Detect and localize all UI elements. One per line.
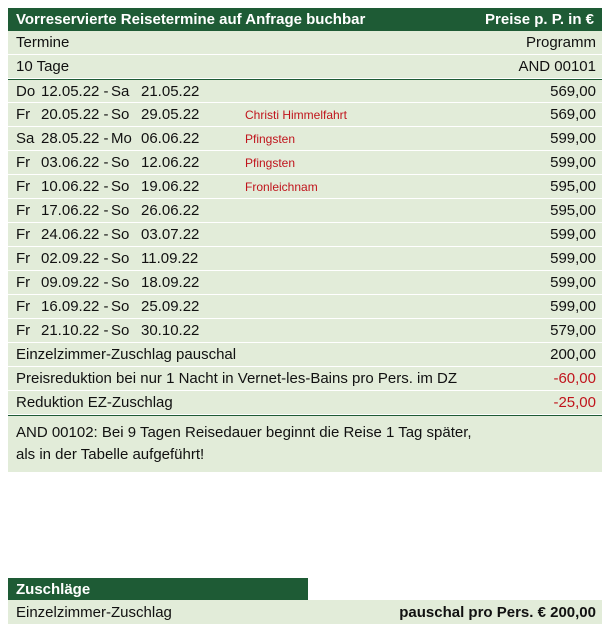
price-cell: 599,00 bbox=[550, 298, 596, 315]
end-date: 18.09.22 bbox=[141, 274, 200, 291]
table-row bbox=[8, 103, 602, 127]
start-date: 02.09.22 - bbox=[41, 250, 109, 267]
price-cell: 599,00 bbox=[550, 154, 596, 171]
end-day: So bbox=[111, 250, 130, 267]
end-day: Mo bbox=[111, 130, 132, 147]
table-row bbox=[8, 223, 602, 247]
end-date: 21.05.22 bbox=[141, 82, 200, 100]
start-date: 28.05.22 - bbox=[41, 130, 109, 147]
travel-dates-table bbox=[8, 8, 602, 472]
column-programm: Programm bbox=[525, 34, 596, 51]
end-day: Sa bbox=[111, 82, 130, 100]
start-day: Fr bbox=[16, 250, 31, 267]
extra-label: Reduktion EZ-Zuschlag bbox=[16, 394, 173, 411]
extra-row bbox=[8, 367, 602, 391]
end-day: So bbox=[111, 154, 130, 171]
program-code: AND 00101 bbox=[518, 58, 596, 75]
start-day: Do bbox=[16, 82, 36, 100]
start-day: Fr bbox=[16, 274, 31, 291]
note-line-1: AND 00102: Bei 9 Tagen Reisedauer beginnt die Reise 1 Tag später, bbox=[16, 424, 472, 441]
table-body bbox=[8, 31, 602, 472]
surcharge-label: Einzelzimmer-Zuschlag bbox=[16, 603, 172, 621]
table-header bbox=[8, 8, 602, 31]
start-date: 16.09.22 - bbox=[41, 298, 109, 315]
start-date: 10.06.22 - bbox=[41, 178, 109, 195]
price-cell: 595,00 bbox=[550, 202, 596, 219]
end-date: 19.06.22 bbox=[141, 178, 200, 195]
holiday-note: Pfingsten bbox=[245, 155, 296, 170]
end-date: 12.06.22 bbox=[141, 154, 200, 171]
holiday-note: Pfingsten bbox=[245, 131, 296, 146]
price-cell: 569,00 bbox=[550, 106, 596, 123]
price-note: Preise p. P. in € bbox=[485, 11, 594, 28]
price-cell: 599,00 bbox=[550, 250, 596, 267]
start-day: Fr bbox=[16, 106, 31, 123]
end-date: 11.09.22 bbox=[141, 250, 199, 267]
end-date: 25.09.22 bbox=[141, 298, 200, 315]
table-row bbox=[8, 247, 602, 271]
extra-value: -25,00 bbox=[553, 394, 596, 411]
end-day: So bbox=[111, 106, 130, 123]
holiday-note: Christi Himmelfahrt bbox=[245, 107, 348, 122]
end-day: So bbox=[111, 202, 130, 219]
start-date: 03.06.22 - bbox=[41, 154, 109, 171]
start-day: Fr bbox=[16, 226, 31, 243]
start-date: 12.05.22 - bbox=[41, 82, 109, 100]
end-day: So bbox=[111, 298, 130, 315]
extra-label: Einzelzimmer-Zuschlag pauschal bbox=[16, 346, 237, 363]
start-day: Fr bbox=[16, 322, 31, 339]
table-row bbox=[8, 175, 602, 199]
surcharge-value: pauschal pro Pers. € 200,00 bbox=[399, 603, 596, 621]
start-date: 17.06.22 - bbox=[41, 202, 109, 219]
note-line-2: als in der Tabelle aufgeführt! bbox=[16, 446, 205, 463]
table-row bbox=[8, 79, 602, 103]
end-date: 30.10.22 bbox=[141, 322, 200, 339]
extra-label: Preisreduktion bei nur 1 Nacht in Vernet-les-Bains pro Pers. im DZ bbox=[16, 370, 458, 387]
column-termine: Termine bbox=[16, 34, 70, 51]
table-row bbox=[8, 199, 602, 223]
start-date: 09.09.22 - bbox=[41, 274, 109, 291]
table-title: Vorreservierte Reisetermine auf Anfrage buchbar bbox=[16, 11, 366, 28]
start-date: 24.06.22 - bbox=[41, 226, 109, 243]
price-cell: 599,00 bbox=[550, 130, 596, 147]
price-cell: 579,00 bbox=[550, 322, 596, 339]
duration-label: 10 Tage bbox=[16, 58, 70, 75]
duration-row bbox=[8, 55, 602, 79]
table-row bbox=[8, 295, 602, 319]
end-date: 29.05.22 bbox=[141, 106, 200, 123]
end-day: So bbox=[111, 322, 130, 339]
surcharge-row bbox=[8, 600, 602, 624]
price-cell: 595,00 bbox=[550, 178, 596, 195]
start-date: 20.05.22 - bbox=[41, 106, 109, 123]
table-row bbox=[8, 127, 602, 151]
start-day: Fr bbox=[16, 154, 31, 171]
price-cell: 569,00 bbox=[550, 82, 596, 100]
start-day: Fr bbox=[16, 298, 31, 315]
extra-row bbox=[8, 343, 602, 367]
end-day: So bbox=[111, 226, 130, 243]
extra-value: -60,00 bbox=[553, 370, 596, 387]
table-row bbox=[8, 271, 602, 295]
end-day: So bbox=[111, 274, 130, 291]
note-block bbox=[8, 415, 602, 472]
table-row bbox=[8, 151, 602, 175]
holiday-note: Fronleichnam bbox=[245, 179, 318, 194]
column-header-row bbox=[8, 31, 602, 55]
extra-row bbox=[8, 391, 602, 415]
surcharges-title: Zuschläge bbox=[8, 578, 308, 600]
end-date: 06.06.22 bbox=[141, 130, 200, 147]
extra-value: 200,00 bbox=[550, 346, 596, 363]
start-date: 21.10.22 - bbox=[41, 322, 109, 339]
price-cell: 599,00 bbox=[550, 226, 596, 243]
surcharges-section bbox=[8, 578, 602, 624]
end-date: 03.07.22 bbox=[141, 226, 200, 243]
end-date: 26.06.22 bbox=[141, 202, 200, 219]
table-row bbox=[8, 319, 602, 343]
start-day: Sa bbox=[16, 130, 35, 147]
price-cell: 599,00 bbox=[550, 274, 596, 291]
start-day: Fr bbox=[16, 202, 31, 219]
date-rows bbox=[8, 79, 602, 343]
extra-rows bbox=[8, 343, 602, 415]
start-day: Fr bbox=[16, 178, 31, 195]
end-day: So bbox=[111, 178, 130, 195]
